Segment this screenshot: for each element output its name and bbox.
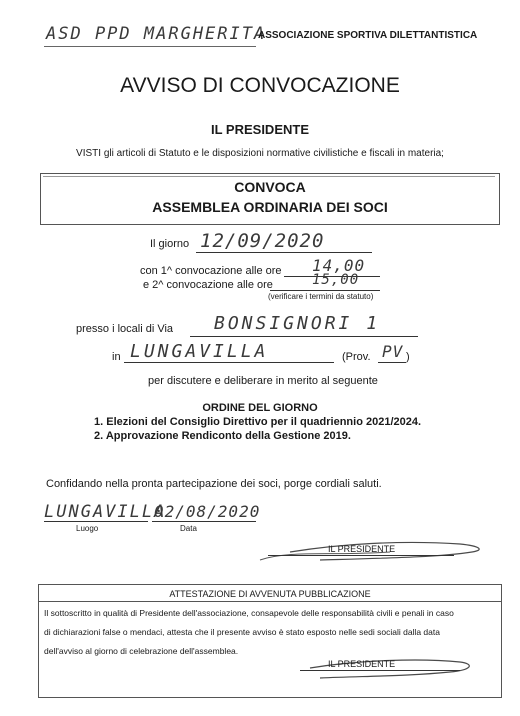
attestation-signature-line	[300, 670, 460, 671]
association-type: ASSOCIAZIONE SPORTIVA DILETTANTISTICA	[258, 30, 478, 41]
attestation-title: ATTESTAZIONE DI AVVENUTA PUBBLICAZIONE	[169, 589, 371, 599]
attestation-title-divider	[39, 601, 501, 602]
president-signature-label: IL PRESIDENTE	[328, 544, 396, 554]
province-close: )	[406, 351, 410, 363]
first-convocation-value: 14,00	[312, 256, 366, 275]
statute-note: (verificare i termini da statuto)	[268, 292, 374, 301]
convoca-box-inner-line	[43, 176, 495, 177]
attestation-line-3: dell'avviso al giorno di celebrazione dell'assemblea.	[44, 646, 239, 656]
convoca-line1: CONVOCA	[234, 179, 306, 195]
agenda-item-1: 1. Elezioni del Consiglio Direttivo per il quadriennio 2021/2024.	[94, 416, 422, 428]
province-underline	[378, 362, 406, 363]
sign-date-label: Data	[180, 524, 197, 533]
first-convocation-label: con 1^ convocazione alle ore	[140, 265, 282, 277]
closing-text: Confidando nella pronta partecipazione dei soci, porge cordiali saluti.	[46, 478, 382, 490]
province-label: (Prov.	[342, 351, 371, 363]
sign-date-underline	[152, 521, 256, 522]
document-title: AVVISO DI CONVOCAZIONE	[120, 74, 400, 97]
place-value: BONSIGNORI 1	[214, 313, 381, 334]
president-signature-line	[268, 555, 454, 556]
agenda-heading: ORDINE DEL GIORNO	[202, 402, 318, 414]
attestation-signature-label: IL PRESIDENTE	[328, 659, 396, 669]
second-convocation-label: e 2^ convocazione alle ore	[143, 279, 273, 291]
city-underline	[124, 362, 334, 363]
association-handwritten-name: ASD PPD MARGHERITA	[46, 24, 267, 44]
attestation-line-2: di dichiarazioni false o mendaci, attesta che il presente avviso è stato esposto nelle sedi sociali dalla data	[44, 627, 440, 637]
discuss-text: per discutere e deliberare in merito al seguente	[148, 375, 378, 387]
attestation-line-1: Il sottoscritto in qualità di Presidente dell'associazione, consapevole delle responsabilità civili e penali in caso	[44, 608, 454, 618]
agenda-item-2: 2. Approvazione Rendiconto della Gestione 2019.	[94, 430, 351, 442]
header-underline	[44, 46, 256, 47]
sign-place-underline	[44, 521, 148, 522]
province-value: PV	[382, 342, 404, 361]
sign-date-value: 02/08/2020	[154, 502, 261, 521]
president-heading: IL PRESIDENTE	[210, 122, 309, 137]
in-label: in	[112, 351, 121, 363]
visti-text: VISTI gli articoli di Statuto e le disposizioni normative civilistiche e fiscali in materia;	[76, 148, 444, 159]
second-convocation-value: 15,00	[312, 272, 360, 288]
day-value: 12/09/2020	[200, 230, 325, 252]
sign-place-label: Luogo	[76, 524, 99, 533]
day-label: Il giorno	[150, 238, 190, 250]
sign-place-value: LUNGAVILLA	[44, 502, 167, 522]
place-underline	[190, 336, 418, 337]
second-convocation-underline	[270, 290, 380, 291]
day-underline	[196, 252, 372, 253]
place-label: presso i locali di Via	[76, 323, 174, 335]
convoca-line2: ASSEMBLEA ORDINARIA DEI SOCI	[152, 199, 388, 215]
city-value: LUNGAVILLA	[130, 341, 269, 362]
